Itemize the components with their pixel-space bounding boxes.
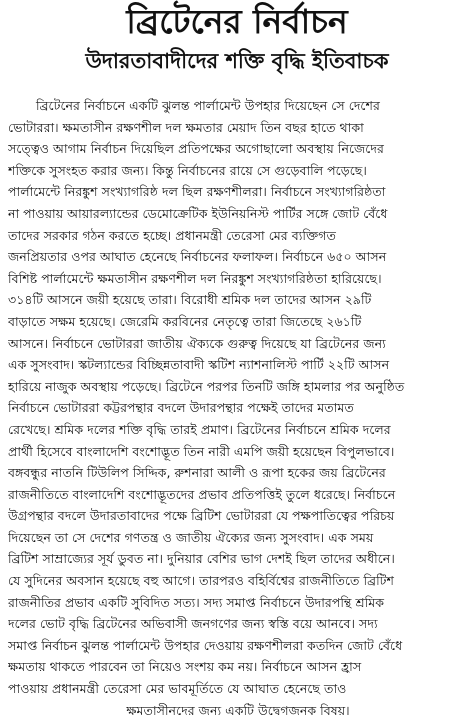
body-line: তাদের সরকার গঠন করতে হচ্ছে। প্রধানমন্ত্রী তেরেসা মের ব্যক্তিগত [8, 227, 336, 243]
body-line: ব্রিটিশ সাম্রাজ্যের সূর্য ডুবত না। দুনিয়ার বেশির ভাগ দেশই ছিল তাদের অধীনে। [8, 551, 395, 567]
body-line: দিয়েছেন তা সে দেশের গণতন্ত্র ও জাতীয় ঐক্যের জন্য সুসংবাদ। এক সময় [8, 529, 374, 545]
body-line: হারিয়ে নাজুক অবস্থায় পড়েছে। ব্রিটেনে পরপর তিনটি জঙ্গি হামলার পর অনুষ্ঠিত [8, 378, 405, 394]
body-line: আসনে। নির্বাচনে ভোটাররা জাতীয় ঐক্যকে গুরুত্ব দিয়েছে যা ব্রিটেনের জন্য [8, 335, 386, 351]
body-line: ব্রিটেনের নির্বাচনে একটি ঝুলন্ত পার্লামেন্ট উপহার দিয়েছেন সে দেশের [36, 98, 380, 113]
article-body [8, 95, 468, 721]
body-line: ক্ষমতাসীনদের জন্য একটি উদ্বেগজনক বিষয়। [126, 702, 350, 718]
body-line: যে সুদিনের অবসান হয়েছে বহু আগে। তারপরও বহির্বিশ্বের রাজনীতিতে ব্রিটিশ [8, 573, 394, 589]
body-line: রাজনীতির প্রভাব একটি সুবিদিত সত্য। সদ্য সমাপ্ত নির্বাচনে উদারপন্থি শ্রমিক [8, 594, 385, 610]
body-line: এক সুসংবাদ। স্কটল্যান্ডের বিচ্ছিন্নতাবাদী স্কটিশ ন্যাশনালিস্ট পার্টি ২২টি আসন [8, 357, 390, 373]
body-line: দলের ভোট বৃদ্ধি ব্রিটেনের অভিবাসী জনগণের জন্য স্বস্তি বয়ে আনবে। সদ্য [8, 616, 378, 632]
body-line: ৩১৪টি আসনে জয়ী হয়েছে তারা। বিরোধী শ্রমিক দল তাদের আসন ২৯টি [8, 292, 372, 308]
body-line: জনপ্রিয়তার ওপর আঘাত হেনেছে নির্বাচনের ফলাফল। নির্বাচনে ৬৫০ আসন [8, 249, 387, 265]
body-line: সমাপ্ত নির্বাচন ঝুলন্ত পার্লামেন্ট উপহার দেওয়ায় রক্ষণশীলরা কতদিন জোট বেঁধে [8, 637, 403, 653]
body-line: রেখেছে। শ্রমিক দলের শক্তি বৃদ্ধি তারই প্রমাণ। ব্রিটেনের নির্বাচনে শ্রমিক দলের [8, 421, 391, 437]
body-line: শক্তিকে সুসংহত করার জন্য। কিন্তু নির্বাচনের রায়ে সে গুড়েবালি পড়েছে। [8, 162, 367, 178]
body-line: পার্লামেন্টে নিরঙ্কুশ সংখ্যাগরিষ্ঠ দল ছিল রক্ষণশীলরা। নির্বাচনে সংখ্যাগরিষ্ঠতা [8, 184, 386, 200]
body-line: নির্বাচনে ভোটাররা কট্টরপন্থার বদলে উদারপন্থার পক্ষেই তাদের মতামত [8, 400, 354, 416]
body-line: প্রার্থী হিসেবে বাংলাদেশি বংশোদ্ভূত তিন নারী এমপি জয়ী হয়েছেন বিপুলভাবে। [8, 443, 395, 459]
body-line: বাড়াতে সক্ষম হয়েছে। জেরেমি করবিনের নেতৃত্বে তারা জিতেছে ২৬১টি [8, 313, 362, 329]
headline: ব্রিটেনের নির্বাচন [126, 2, 348, 41]
body-line: না পাওয়ায় আয়ারল্যান্ডের ডেমোক্রেটিক ইউনিয়নিস্ট পার্টির সঙ্গে জোট বেঁধে [8, 205, 388, 221]
body-line: সত্ত্বেও আগাম নির্বাচন দিয়েছিল প্রতিপক্ষের অগোছালো অবস্থায় নিজেদের [8, 141, 384, 157]
body-line: বিশিষ্ট পার্লামেন্টে ক্ষমতাসীন রক্ষণশীল দল নিরঙ্কুশ সংখ্যাগরিষ্ঠতা হারিয়েছে। [8, 270, 382, 286]
body-line: উগ্রপন্থার বদলে উদারতাবাদের পক্ষে ব্রিটিশ ভোটাররা যে পক্ষপাতিত্বের পরিচয় [8, 508, 395, 524]
body-line: ভোটাররা। ক্ষমতাসীন রক্ষণশীল দল ক্ষমতার মেয়াদ তিন বছর হাতে থাকা [8, 119, 364, 135]
body-line: ক্ষমতায় থাকতে পারবেন তা নিয়েও সংশয় কম নয়। নির্বাচনে আসন হ্রাস [8, 659, 362, 675]
body-line: বঙ্গবন্ধুর নাতনি টিউলিপ সিদ্দিক, রুশনারা আলী ও রূপা হকের জয় ব্রিটেনের [8, 465, 386, 481]
subheadline: উদারতাবাদীদের শক্তি বৃদ্ধি ইতিবাচক [85, 49, 389, 73]
body-line: রাজনীতিতে বাংলাদেশি বংশোদ্ভূতদের প্রভাব প্রতিপত্তিই তুলে ধরেছে। নির্বাচনে [8, 486, 396, 502]
body-line: পাওয়ায় প্রধানমন্ত্রী তেরেসা মের ভাবমূর্তিতে যে আঘাত হেনেছে তাও [8, 681, 347, 697]
